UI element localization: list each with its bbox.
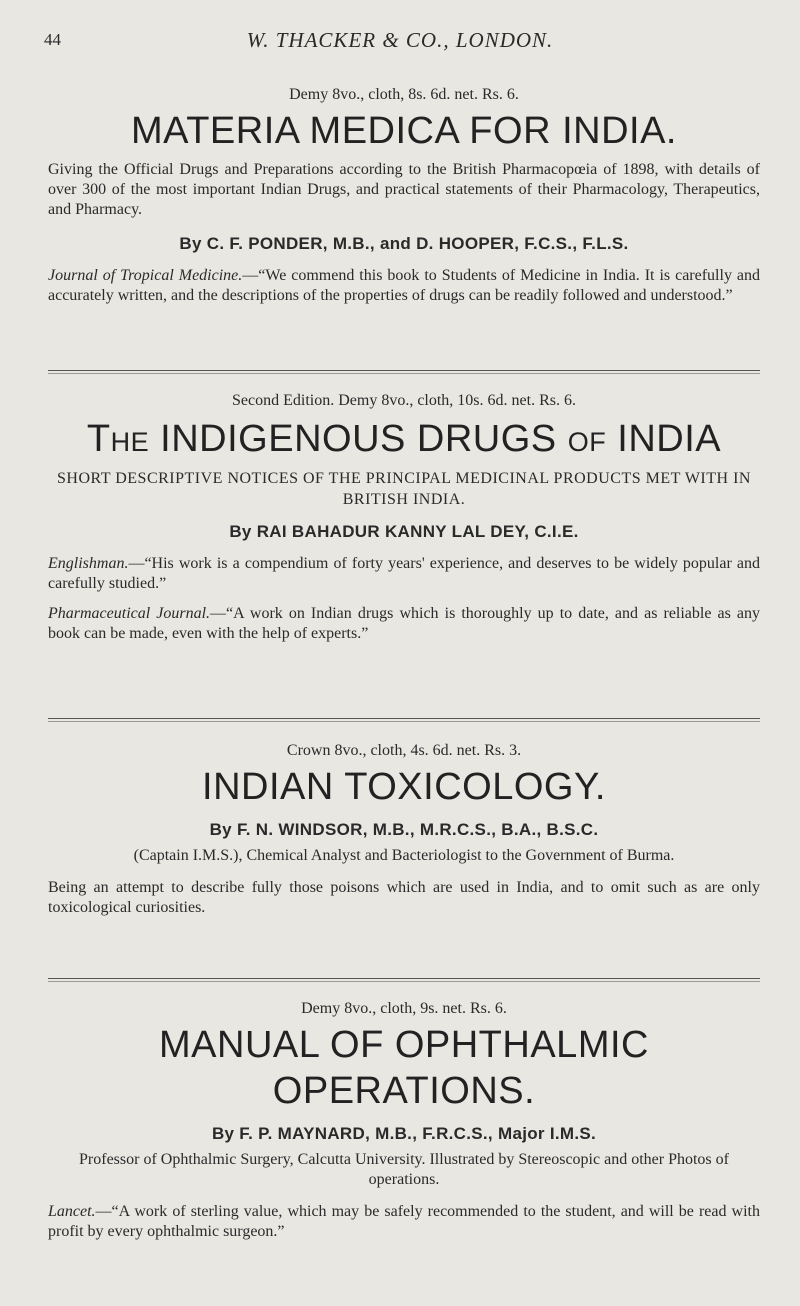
review-text: —“A work of sterling value, which may be safely recommended to the student, and will be read with profit by every ophthalmic surgeon.” xyxy=(48,1203,760,1240)
book-format: Crown 8vo., cloth, 4s. 6d. net. Rs. 3. xyxy=(286,742,522,759)
section-divider xyxy=(48,370,760,371)
book-entry-indigenous-drugs xyxy=(48,392,760,644)
section-divider xyxy=(48,721,760,722)
section-divider xyxy=(48,373,760,374)
review xyxy=(48,266,760,306)
book-entry-indian-toxicology xyxy=(48,742,760,918)
book-entry-materia-medica xyxy=(48,86,760,306)
review-text: —“We commend this book to Students of Medicine in India. It is carefully and accurately written, and the descriptions of the properties of drugs can be readily followed and understood.” xyxy=(48,267,760,304)
review xyxy=(48,604,760,644)
book-entry-ophthalmic-operations xyxy=(48,1000,760,1242)
book-format: Second Edition. Demy 8vo., cloth, 10s. 6d. net. Rs. 6. xyxy=(232,392,576,409)
review-source: Lancet. xyxy=(48,1203,96,1220)
review-text: —“A work on Indian drugs which is thoroughly up to date, and as reliable as any book can be made, even with the help of experts.” xyxy=(48,605,761,642)
page-number: 44 xyxy=(44,30,61,49)
book-description: Giving the Official Drugs and Preparations according to the British Pharmacopœia of 1898, with details of over 300 of the most important Indian Drugs, and practical statements of their Pharmacology, Therapeutics, and Pharmacy. xyxy=(48,161,760,218)
section-divider xyxy=(48,978,760,979)
book-title: MATERIA MEDICA FOR INDIA. xyxy=(131,110,677,152)
page-header xyxy=(0,22,800,52)
book-author: By C. F. PONDER, M.B., and D. HOOPER, F.C.S., F.L.S. xyxy=(179,234,629,253)
review-source: Journal of Tropical Medicine. xyxy=(48,267,243,284)
book-title: INDIAN TOXICOLOGY. xyxy=(202,766,606,808)
review xyxy=(48,554,760,594)
review-source: Pharmaceutical Journal. xyxy=(48,605,211,622)
book-title: The INDIGENOUS DRUGS of INDIA xyxy=(86,418,722,460)
book-author: By F. N. WINDSOR, M.B., M.R.C.S., B.A., B.S.C. xyxy=(209,820,599,839)
section-divider xyxy=(48,981,760,982)
book-title-line: OPERATIONS. xyxy=(272,1070,536,1112)
book-subtitle: SHORT DESCRIPTIVE NOTICES OF THE PRINCIPAL MEDICINAL PRODUCTS MET WITH IN BRITISH INDIA. xyxy=(57,470,751,508)
book-format: Demy 8vo., cloth, 9s. net. Rs. 6. xyxy=(301,1000,507,1017)
review-source: Englishman. xyxy=(48,555,129,572)
author-note: (Captain I.M.S.), Chemical Analyst and Bacteriologist to the Government of Burma. xyxy=(133,847,675,864)
review xyxy=(48,1202,760,1242)
section-divider xyxy=(48,718,760,719)
book-author: By F. P. MAYNARD, M.B., F.R.C.S., Major I.M.S. xyxy=(211,1124,597,1143)
book-format: Demy 8vo., cloth, 8s. 6d. net. Rs. 6. xyxy=(289,86,519,103)
author-note: Professor of Ophthalmic Surgery, Calcutta University. Illustrated by Stereoscopic and other Photos of operations. xyxy=(79,1151,729,1188)
book-title-line: MANUAL OF OPHTHALMIC xyxy=(159,1024,649,1066)
book-description: Being an attempt to describe fully those poisons which are used in India, and to omit such as are only toxicological curiosities. xyxy=(48,879,760,916)
book-title xyxy=(48,1022,760,1114)
book-author: By RAI BAHADUR KANNY LAL DEY, C.I.E. xyxy=(229,522,579,541)
review-text: —“His work is a compendium of forty years' experience, and deserves to be widely popular and carefully studied.” xyxy=(48,555,760,592)
running-head: W. THACKER & CO., LONDON. xyxy=(246,28,554,52)
